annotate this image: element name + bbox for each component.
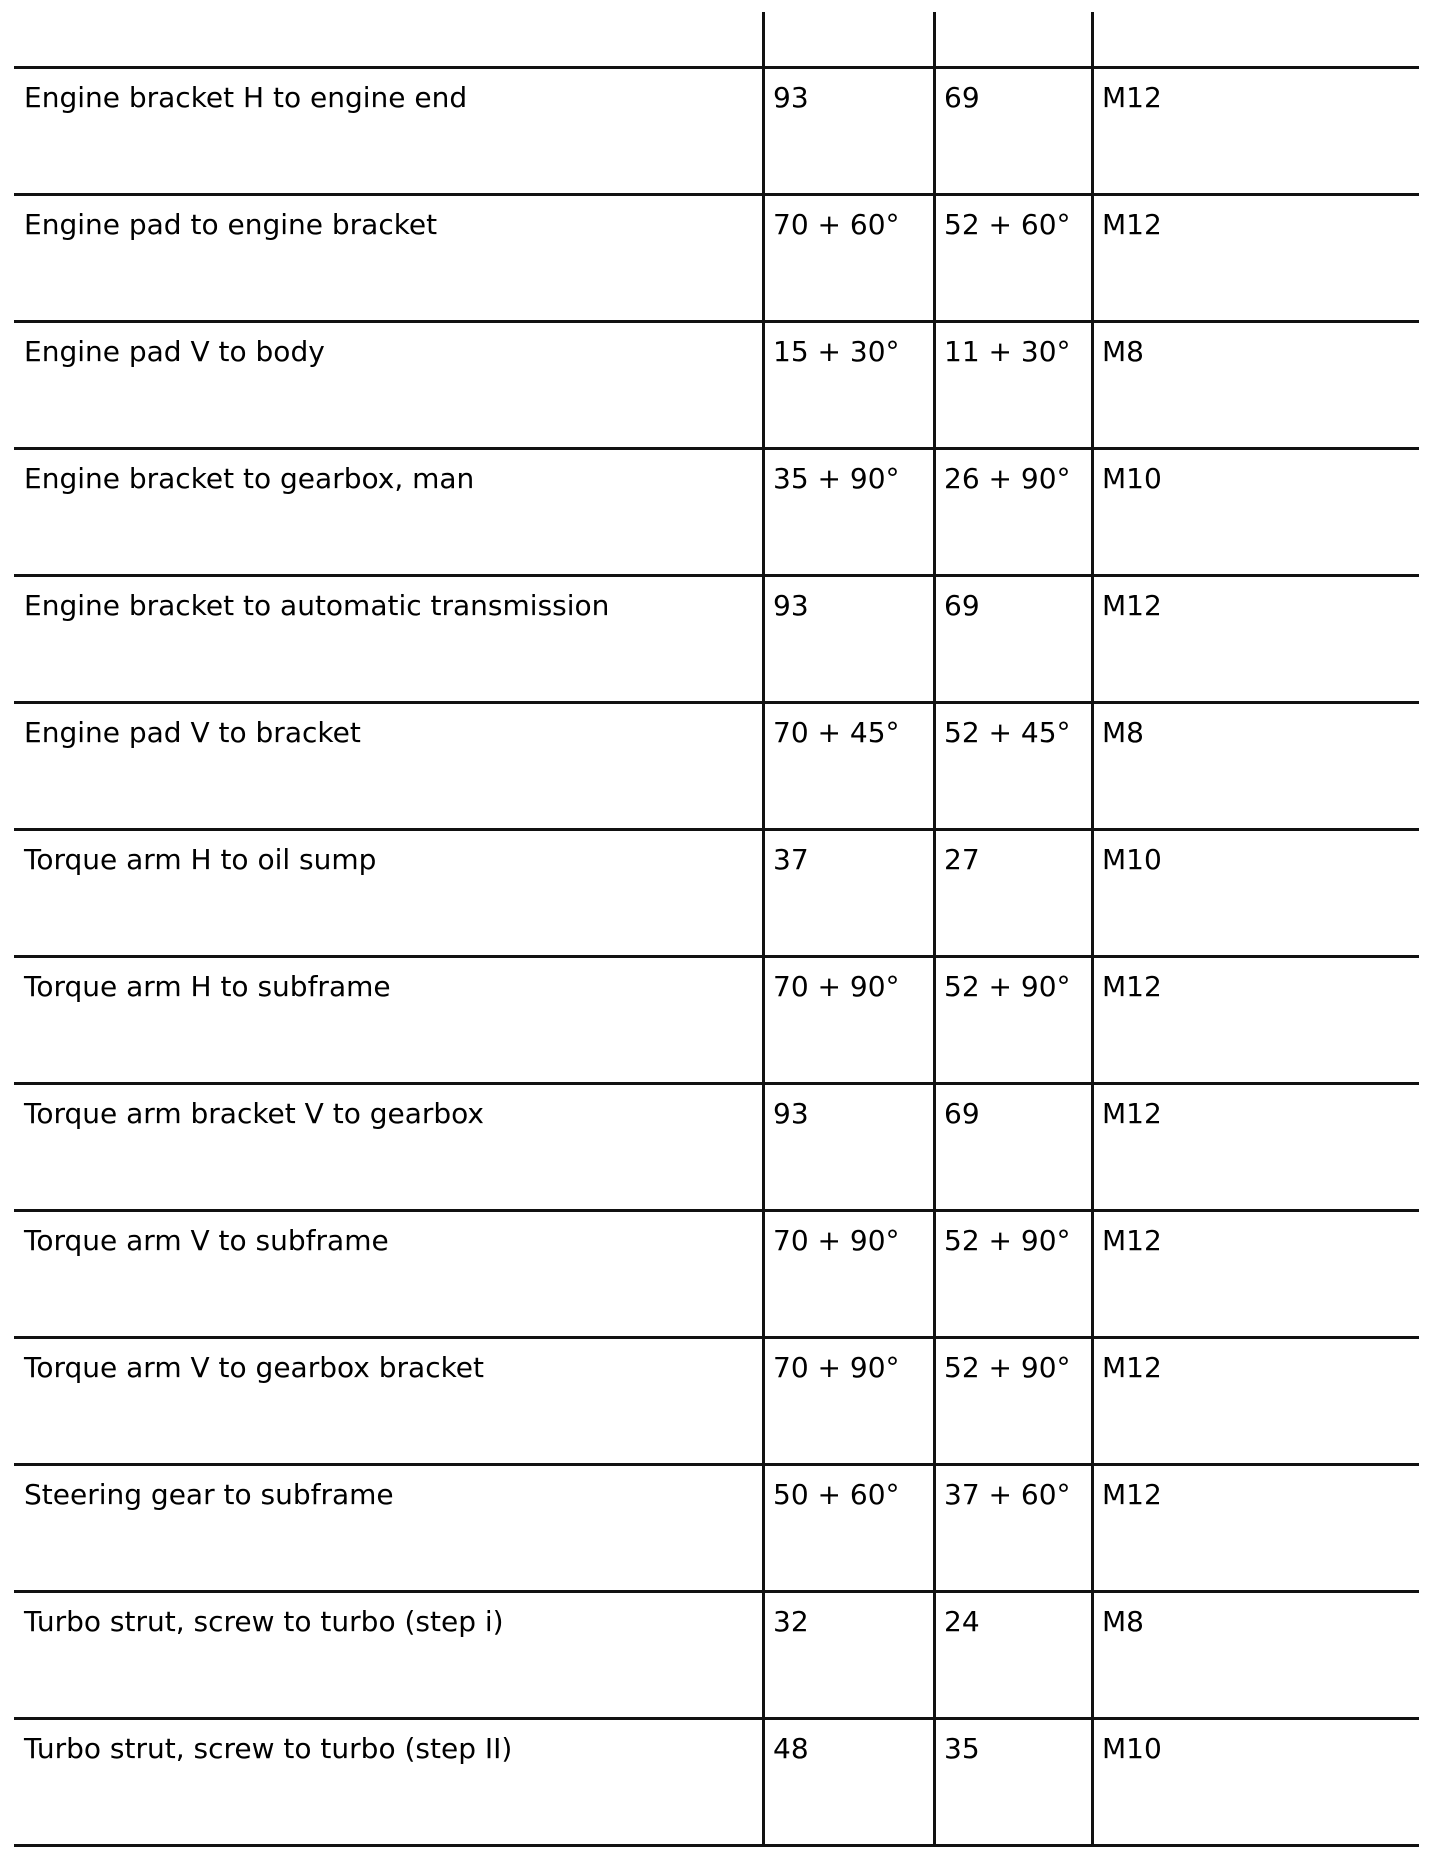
thread-cell: M10: [1091, 831, 1419, 955]
table-row: [14, 450, 1419, 577]
header-cell-lbft: [933, 12, 1091, 66]
item-cell: Torque arm H to oil sump: [24, 843, 377, 876]
nm-cell: 35 + 90°: [762, 450, 933, 574]
thread-cell: M12: [1091, 958, 1419, 1082]
item-cell: Engine bracket to automatic transmission: [24, 589, 610, 622]
nm-cell: 37: [762, 831, 933, 955]
item-cell: Turbo strut, screw to turbo (step i): [24, 1605, 504, 1638]
nm-cell: 93: [762, 577, 933, 701]
lbft-cell: 69: [933, 69, 1091, 193]
thread-cell: M10: [1091, 450, 1419, 574]
nm-cell: 70 + 60°: [762, 196, 933, 320]
lbft-cell: 11 + 30°: [933, 323, 1091, 447]
nm-cell: 93: [762, 1085, 933, 1209]
header-cell-nm: [762, 12, 933, 66]
item-cell: Steering gear to subframe: [24, 1478, 394, 1511]
lbft-cell: 26 + 90°: [933, 450, 1091, 574]
item-cell: Engine bracket to gearbox, man: [24, 462, 475, 495]
table-row: [14, 1339, 1419, 1466]
thread-cell: M8: [1091, 323, 1419, 447]
item-cell: Engine pad to engine bracket: [24, 208, 438, 241]
item-cell: Torque arm V to subframe: [24, 1224, 389, 1257]
thread-cell: M8: [1091, 1593, 1419, 1717]
nm-cell: 50 + 60°: [762, 1466, 933, 1590]
table-row: [14, 1466, 1419, 1593]
item-cell: Turbo strut, screw to turbo (step II): [24, 1732, 513, 1765]
table-row: [14, 323, 1419, 450]
thread-cell: M12: [1091, 577, 1419, 701]
lbft-cell: 27: [933, 831, 1091, 955]
nm-cell: 15 + 30°: [762, 323, 933, 447]
table-row: [14, 1593, 1419, 1720]
item-cell: Engine pad V to body: [24, 335, 325, 368]
thread-cell: M12: [1091, 1085, 1419, 1209]
item-cell: Torque arm V to gearbox bracket: [24, 1351, 485, 1384]
thread-cell: M12: [1091, 1466, 1419, 1590]
item-cell: Engine bracket H to engine end: [24, 81, 468, 114]
torque-spec-table: [14, 12, 1419, 1847]
lbft-cell: 52 + 45°: [933, 704, 1091, 828]
lbft-cell: 52 + 90°: [933, 1212, 1091, 1336]
lbft-cell: 37 + 60°: [933, 1466, 1091, 1590]
lbft-cell: 52 + 60°: [933, 196, 1091, 320]
lbft-cell: 35: [933, 1720, 1091, 1844]
thread-cell: M12: [1091, 1339, 1419, 1463]
lbft-cell: 52 + 90°: [933, 958, 1091, 1082]
thread-cell: M10: [1091, 1720, 1419, 1844]
table-row: [14, 577, 1419, 704]
table-row: [14, 196, 1419, 323]
lbft-cell: 52 + 90°: [933, 1339, 1091, 1463]
nm-cell: 32: [762, 1593, 933, 1717]
lbft-cell: 69: [933, 577, 1091, 701]
table-row: [14, 69, 1419, 196]
thread-cell: M8: [1091, 704, 1419, 828]
thread-cell: M12: [1091, 1212, 1419, 1336]
lbft-cell: 69: [933, 1085, 1091, 1209]
header-cell-thread: [1091, 12, 1419, 66]
nm-cell: 70 + 90°: [762, 1339, 933, 1463]
table-row: [14, 1085, 1419, 1212]
thread-cell: M12: [1091, 196, 1419, 320]
item-cell: Torque arm H to subframe: [24, 970, 391, 1003]
item-cell: Engine pad V to bracket: [24, 716, 361, 749]
thread-cell: M12: [1091, 69, 1419, 193]
table-row: [14, 1720, 1419, 1847]
lbft-cell: 24: [933, 1593, 1091, 1717]
nm-cell: 70 + 45°: [762, 704, 933, 828]
nm-cell: 93: [762, 69, 933, 193]
table-row: [14, 1212, 1419, 1339]
nm-cell: 70 + 90°: [762, 958, 933, 1082]
table-row: [14, 704, 1419, 831]
table-row: [14, 958, 1419, 1085]
table-row: [14, 831, 1419, 958]
item-cell: Torque arm bracket V to gearbox: [24, 1097, 485, 1130]
nm-cell: 70 + 90°: [762, 1212, 933, 1336]
header-cell-item: [14, 12, 762, 66]
nm-cell: 48: [762, 1720, 933, 1844]
table-header-stub: [14, 12, 1419, 69]
